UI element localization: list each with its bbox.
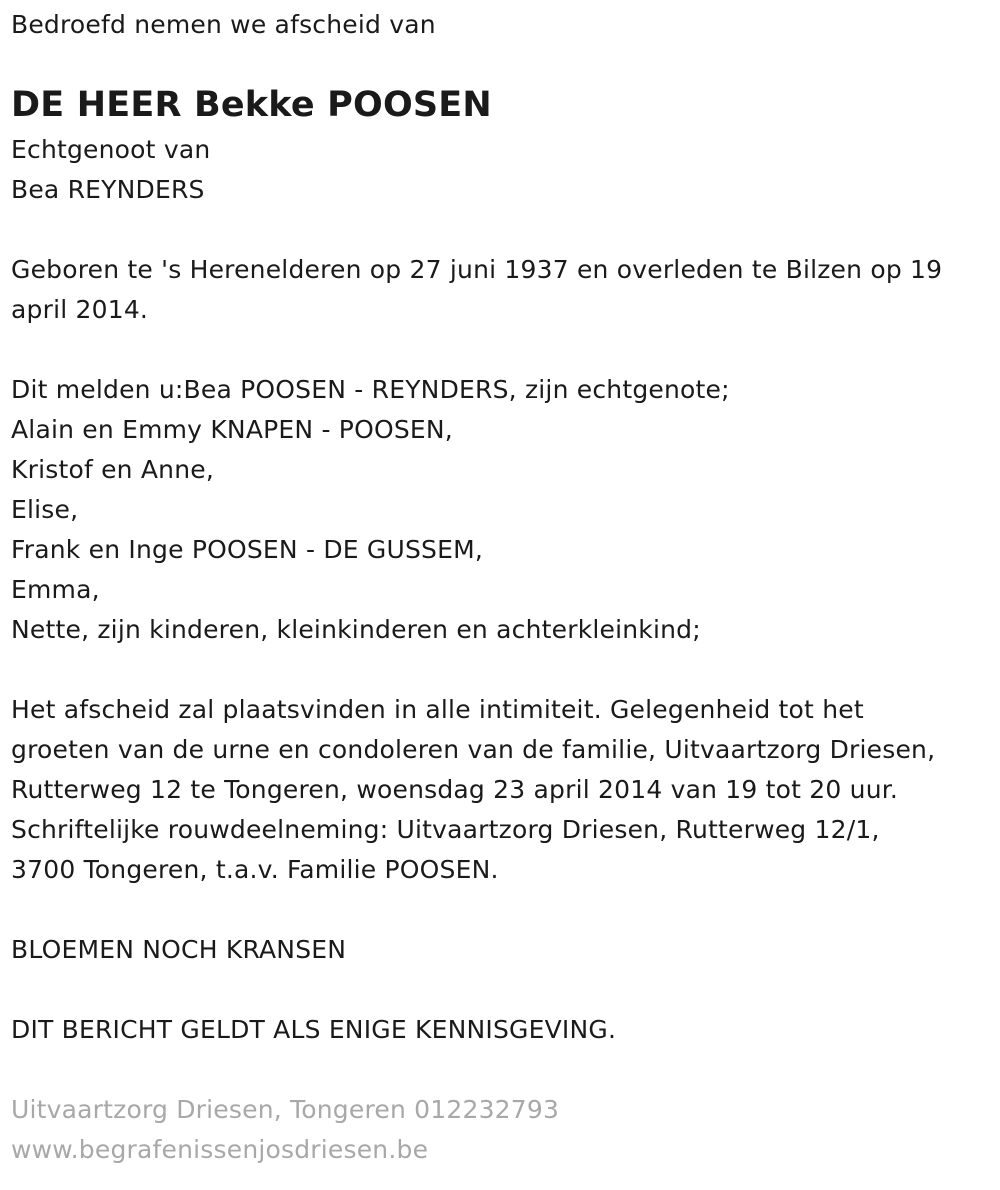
- ceremony-line: Het afscheid zal plaatsvinden in alle intimiteit. Gelegenheid tot het: [11, 695, 864, 724]
- spouse-name: Bea REYNDERS: [11, 175, 205, 204]
- deceased-name: DE HEER Bekke POOSEN: [11, 85, 492, 125]
- ceremony-line: groeten van de urne en condoleren van de familie, Uitvaartzorg Driesen,: [11, 735, 936, 764]
- birth-death-line: april 2014.: [11, 295, 149, 324]
- spouse-block: [11, 130, 991, 210]
- intro-text: Bedroefd nemen we afscheid van: [11, 10, 436, 39]
- ceremony-line: Rutterweg 12 te Tongeren, woensdag 23 april 2014 van 19 tot 20 uur.: [11, 775, 899, 804]
- family-line: Nette, zijn kinderen, kleinkinderen en achterkleinkind;: [11, 615, 701, 644]
- family-line: Dit melden u:Bea POOSEN - REYNDERS, zijn echtgenote;: [11, 375, 730, 404]
- birth-death-line: Geboren te 's Herenelderen op 27 juni 1937 en overleden te Bilzen op 19: [11, 255, 943, 284]
- funeral-home-contact: Uitvaartzorg Driesen, Tongeren 012232793: [11, 1095, 560, 1124]
- flowers-note: BLOEMEN NOCH KRANSEN: [11, 935, 347, 964]
- family-line: Emma,: [11, 575, 100, 604]
- family-line: Frank en Inge POOSEN - DE GUSSEM,: [11, 535, 484, 564]
- family-line: Alain en Emmy KNAPEN - POOSEN,: [11, 415, 453, 444]
- birth-death-block: [11, 250, 991, 330]
- ceremony-block: [11, 690, 991, 890]
- footer: [11, 1090, 991, 1170]
- family-line: Elise,: [11, 495, 79, 524]
- notice-statement: DIT BERICHT GELDT ALS ENIGE KENNISGEVING.: [11, 1015, 617, 1044]
- spouse-label: Echtgenoot van: [11, 135, 211, 164]
- family-block: [11, 370, 991, 650]
- family-line: Kristof en Anne,: [11, 455, 214, 484]
- funeral-home-website: www.begrafenissenjosdriesen.be: [11, 1135, 429, 1164]
- ceremony-line: 3700 Tongeren, t.a.v. Familie POOSEN.: [11, 855, 499, 884]
- ceremony-line: Schriftelijke rouwdeelneming: Uitvaartzorg Driesen, Rutterweg 12/1,: [11, 815, 880, 844]
- obituary-notice: [11, 0, 991, 1170]
